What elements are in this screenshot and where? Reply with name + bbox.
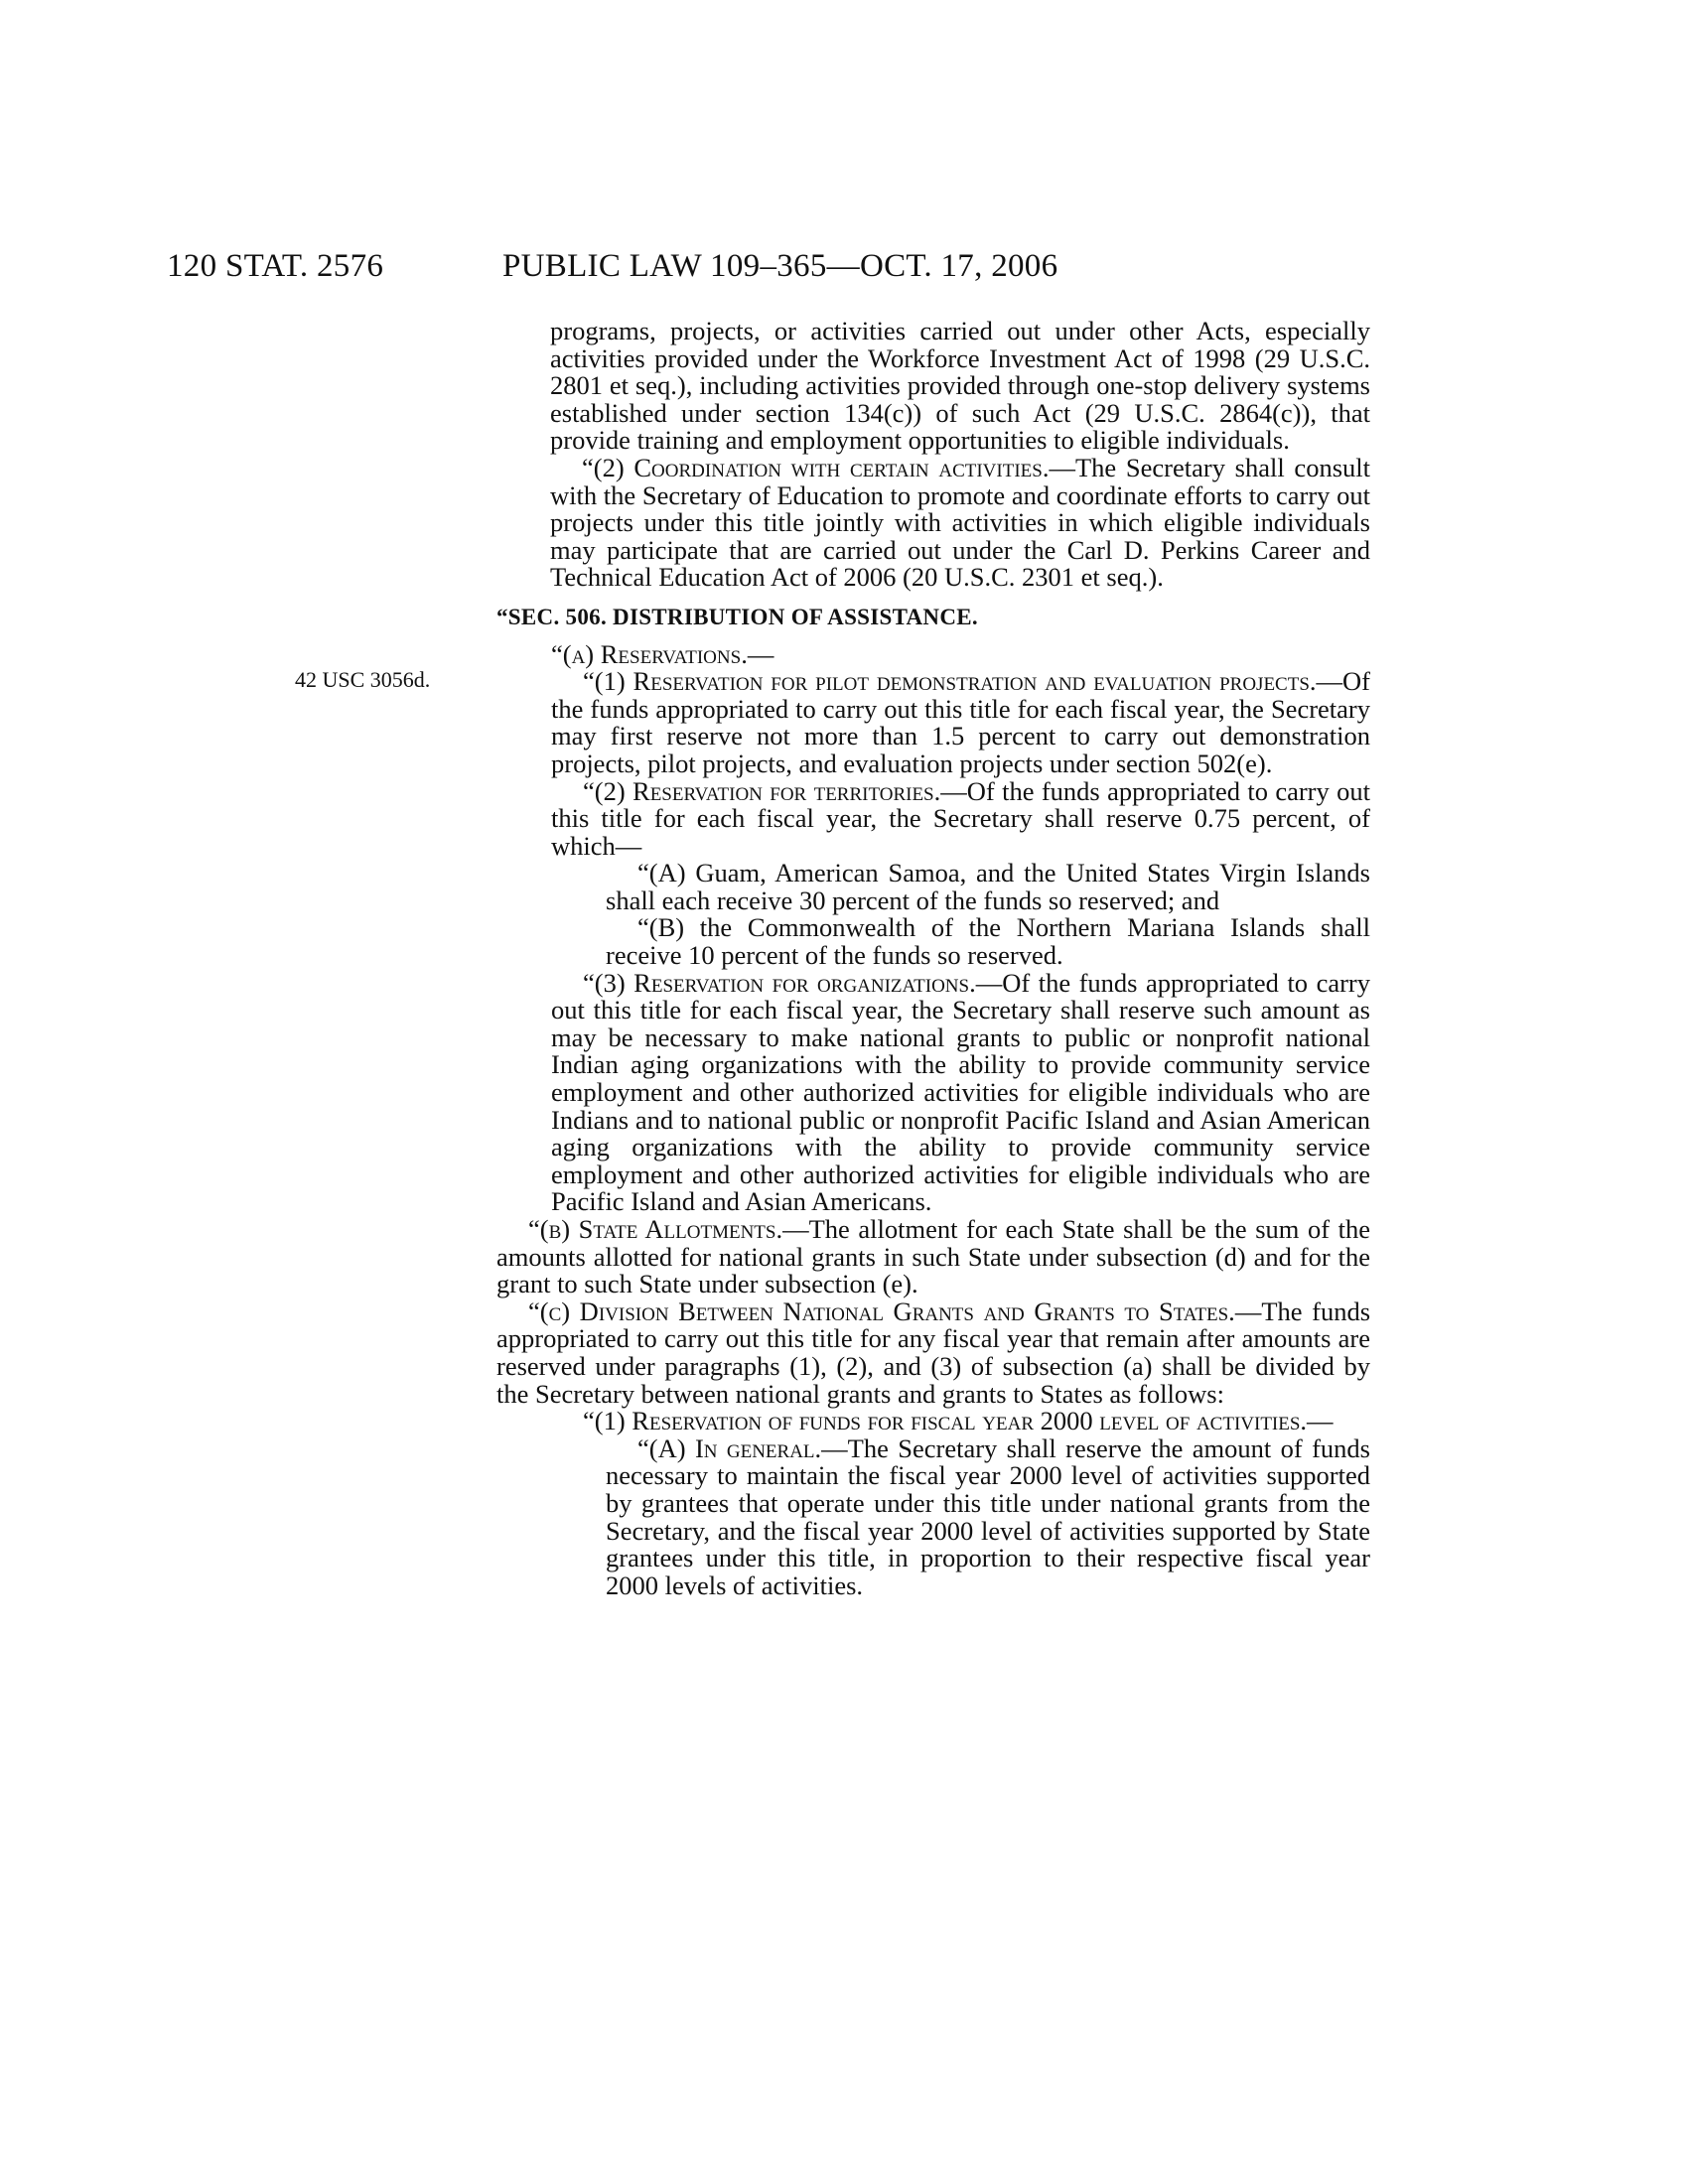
- subsection-b: [496, 1216, 1370, 1298]
- subsection-heading: “(c) Division Between National Grants and Grants to States.: [528, 1296, 1235, 1326]
- section-heading: “SEC. 506. DISTRIBUTION OF ASSISTANCE.: [496, 604, 978, 629]
- subsection-text: —The funds appropriated to carry out this title for any fiscal year that remain after amounts are reserved under paragraphs (1), (2), and (3) of subsection (a) shall be divided by the Secretary between national grants and grants to States as follows:: [496, 1296, 1371, 1409]
- running-head: PUBLIC LAW 109–365—OCT. 17, 2006: [502, 248, 1058, 284]
- paragraph-c1: [496, 1408, 1370, 1435]
- page-citation: 120 STAT. 2576: [167, 248, 384, 284]
- paragraph-a3: [496, 967, 1371, 1217]
- subsection-c: [496, 1298, 1370, 1408]
- subsection-text: —The allotment for each State shall be the sum of the amounts allotted for national grants in such State under subsection (d) and for the grant to such State under subsection (e).: [496, 1214, 1370, 1299]
- paragraph-a2: [496, 775, 1370, 861]
- paragraph-text: —The Secretary shall consult with the Secretary of Education to promote and coordinate efforts to carry out projects under this title jointly with activities in which eligible individuals may participate that are carried out under the Carl D. Perkins Career and Technical Education Act of 2006 (20 U.S.C. 2301 et seq.).: [550, 452, 1370, 593]
- subparagraph-text: —The Secretary shall reserve the amount of funds necessary to maintain the fiscal year 2000 level of activities supported by grantees that operate under this title under national grants from the Secretary, and the fiscal year 2000 level of activities supported by State grantees under this title, in proportion to their respective fiscal year 2000 levels of activities.: [606, 1433, 1370, 1600]
- subparagraph-c1A: [496, 1435, 1370, 1600]
- paragraph-text: —Of the funds appropriated to carry out this title for each fiscal year, the Secretary shall reserve such amount as may be necessary to make national grants to public or nonprofit national Indian aging organizations with the ability to provide community service employment and other authorized activities for eligible individuals who are Indians and to national public or nonprofit Pacific Island and Asian American aging organizations with the ability to provide community service employment and other authorized activities for eligible individuals who are Pacific Island and Asian Americans.: [551, 967, 1371, 1217]
- subsection-a-heading: [496, 638, 1370, 669]
- subparagraph-a2A: “(A) Guam, American Samoa, and the United States Virgin Islands shall each receive 30 percent of the funds so reserved; and: [606, 858, 1370, 915]
- paragraph-heading: “(1) Reservation for pilot demonstration and evaluation projects.: [583, 666, 1317, 697]
- paragraph-heading: “(2) Coordination with certain activities.: [582, 452, 1050, 482]
- subsection-heading: “(b) State Allotments.: [528, 1214, 783, 1244]
- margin-citation: 42 USC 3056d.: [295, 667, 431, 692]
- paragraph-continuation: programs, projects, or activities carried out under other Acts, especially activities provided under the Workforce Investment Act of 1998 (29 U.S.C. 2801 et seq.), including activities provided through one-stop delivery systems established under section 134(c)) of such Act (29 U.S.C. 2864(c)), that provide training and employment opportunities to eligible individuals.: [550, 316, 1370, 456]
- paragraph-heading: “(1) Reservation of funds for fiscal year 2000 level of activities.—: [583, 1406, 1334, 1436]
- subparagraph-a2B: “(B) the Commonwealth of the Northern Mariana Islands shall receive 10 percent of the funds so reserved.: [606, 912, 1370, 971]
- paragraph-coordination: [496, 452, 1370, 593]
- paragraph-heading: “(2) Reservation for territories.: [583, 775, 941, 806]
- paragraph-a1: [496, 668, 1370, 777]
- paragraph-heading: “(3) Reservation for organizations.: [583, 967, 976, 998]
- paragraph-text: —Of the funds appropriated to carry out this title for each fiscal year, the Secretary shall reserve 0.75 percent, of which—: [551, 775, 1370, 861]
- statute-body: [496, 318, 1370, 1599]
- subparagraph-heading: “(A) In general.: [637, 1433, 822, 1463]
- paragraph-text: —Of the funds appropriated to carry out this title for each fiscal year, the Secretary may first reserve not more than 1.5 percent to carry out demonstration projects, pilot projects, and evaluation projects under section 502(e).: [551, 666, 1370, 778]
- subsection-heading: “(a) Reservations.—: [551, 638, 774, 669]
